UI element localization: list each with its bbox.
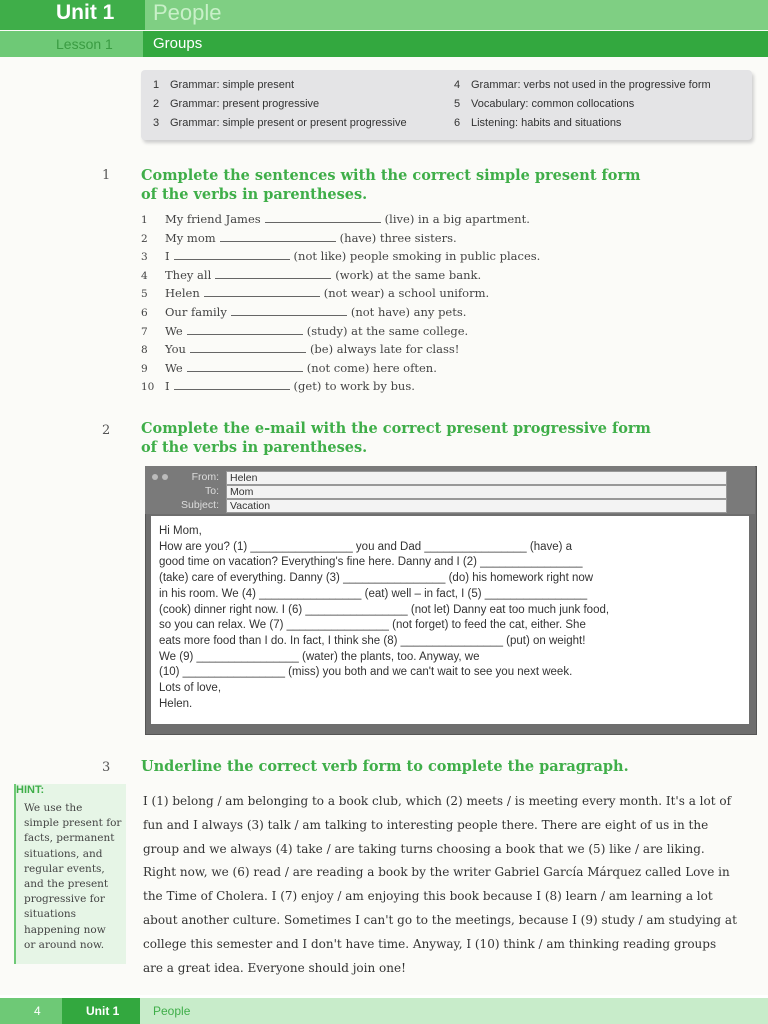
lesson-contents (141, 70, 752, 140)
from-field[interactable]: Helen (226, 471, 727, 485)
unit-label: Unit 1 (56, 1, 115, 24)
email-line: good time on vacation? Everything's fine here. Danny and I (2) ________________ (159, 556, 583, 569)
to-label: To: (204, 485, 219, 497)
contents-item: 4 Grammar: verbs not used in the progressive form (454, 79, 711, 91)
paragraph-line: group and we always (4) take / are taking turns choosing a book that we (5) like / are liking. (143, 841, 705, 856)
subject-field[interactable]: Vacation (226, 499, 727, 513)
exercise-2-number: 2 (102, 423, 111, 438)
unit-title: People (153, 0, 222, 25)
email-text[interactable] (159, 524, 609, 712)
answer-blank[interactable] (215, 269, 331, 279)
email-line: eats more food than I do. In fact, I think she (8) ________________ (put) on weight! (159, 634, 586, 647)
list-item: 9 We (not come) here often. (141, 360, 437, 375)
hint-text: We use the simple present for facts, permanent situations, and regular events, and the present progressive for situations happening now or around now. (24, 802, 122, 951)
email-line: so you can relax. We (7) ________________ (not forget) to feed the cat, either. She (159, 619, 586, 632)
list-item: 3 I (not like) people smoking in public places. (141, 249, 541, 264)
contents-item: 1 Grammar: simple present (153, 79, 295, 91)
lesson-label: Lesson 1 (56, 36, 113, 52)
exercise-2-title: Complete the e-mail with the correct present progressive form of the verbs in parentheses. (141, 420, 651, 456)
contents-item: 2 Grammar: present progressive (153, 98, 320, 110)
paragraph-line: fun and I always (3) talk / am talking to interesting people there. There are eight of us in the (143, 817, 709, 832)
list-item: 2 My mom (have) three sisters. (141, 230, 457, 245)
answer-blank[interactable] (190, 343, 306, 353)
list-item: 7 We (study) at the same college. (141, 323, 469, 338)
email-line: Hi Mom, (159, 525, 202, 537)
email-line: How are you? (1) ________________ you and Dad ________________ (have) a (159, 540, 573, 553)
page-number: 4 (34, 1004, 41, 1018)
answer-blank[interactable] (174, 380, 290, 390)
email-line: Helen. (159, 697, 193, 710)
hint-title: HINT: (16, 784, 45, 796)
paragraph-line: are a great idea. Everyone should join one! (143, 960, 406, 975)
email-line: Lots of love, (159, 682, 222, 695)
footer-unit-label: Unit 1 (86, 1004, 120, 1018)
footer-page-tab (0, 998, 62, 1024)
lesson-title: Groups (153, 35, 203, 52)
answer-blank[interactable] (174, 250, 290, 260)
answer-blank[interactable] (231, 306, 347, 316)
contents-item: 3 Grammar: simple present or present progressive (153, 117, 407, 129)
email-line: (cook) dinner right now. I (6) ________________ (not let) Danny eat too much junk food, (159, 603, 610, 616)
paragraph-line: about another culture. Sometimes I can't go to the meetings, because I (9) study / am studying at (143, 912, 737, 927)
exercise-1-title: Complete the sentences with the correct simple present form of the verbs in parentheses. (141, 167, 641, 203)
exercise-3-number: 3 (102, 760, 111, 775)
list-item: 6 Our family (not have) any pets. (141, 304, 467, 319)
exercise-3-paragraph[interactable] (143, 790, 755, 980)
paragraph-line: Right now, we (6) read / are reading a book by the writer Gabriel García Márquez called Love in (143, 865, 730, 880)
exercise-3-title: Underline the correct verb form to complete the paragraph. (141, 758, 629, 775)
list-item: 8 You (be) always late for class! (141, 342, 460, 357)
footer-bar (140, 998, 768, 1024)
from-label: From: (191, 471, 219, 483)
list-item: 4 They all (work) at the same bank. (141, 267, 482, 282)
to-field[interactable]: Mom (226, 485, 727, 499)
answer-blank[interactable] (265, 213, 381, 223)
contents-item: 5 Vocabulary: common collocations (454, 98, 635, 110)
list-item: 1 My friend James (live) in a big apartment. (141, 212, 530, 226)
email-line: in his room. We (4) ________________ (eat) well – in fact, I (5) ________________ (159, 587, 588, 600)
answer-blank[interactable] (220, 232, 336, 242)
paragraph-line: the Time of Cholera. I (7) enjoy / am enjoying this book because I (8) learn / am learning a lot (143, 889, 713, 904)
email-line: (take) care of everything. Danny (3) ________________ (do) his homework right now (159, 572, 594, 585)
list-item: 10 I (get) to work by bus. (141, 379, 415, 394)
exercise-1-list (141, 212, 540, 398)
paragraph-line: college this semester and I don't have time. Anyway, I (10) think / am thinking reading groups (143, 936, 717, 951)
subject-label: Subject: (181, 499, 219, 511)
email-line: (10) ________________ (miss) you both and we can't wait to see you next week. (159, 666, 573, 679)
email-line: We (9) ________________ (water) the plants, too. Anyway, we (159, 650, 480, 663)
footer-unit-title: People (153, 1004, 191, 1018)
contents-item: 6 Listening: habits and situations (454, 117, 622, 129)
exercise-1-number: 1 (102, 168, 111, 183)
paragraph-line: I (1) belong / am belonging to a book club, which (2) meets / is meeting every month. It's a lot of (143, 794, 732, 808)
answer-blank[interactable] (187, 362, 303, 372)
answer-blank[interactable] (187, 325, 303, 335)
list-item: 5 Helen (not wear) a school uniform. (141, 286, 490, 301)
answer-blank[interactable] (204, 287, 320, 297)
